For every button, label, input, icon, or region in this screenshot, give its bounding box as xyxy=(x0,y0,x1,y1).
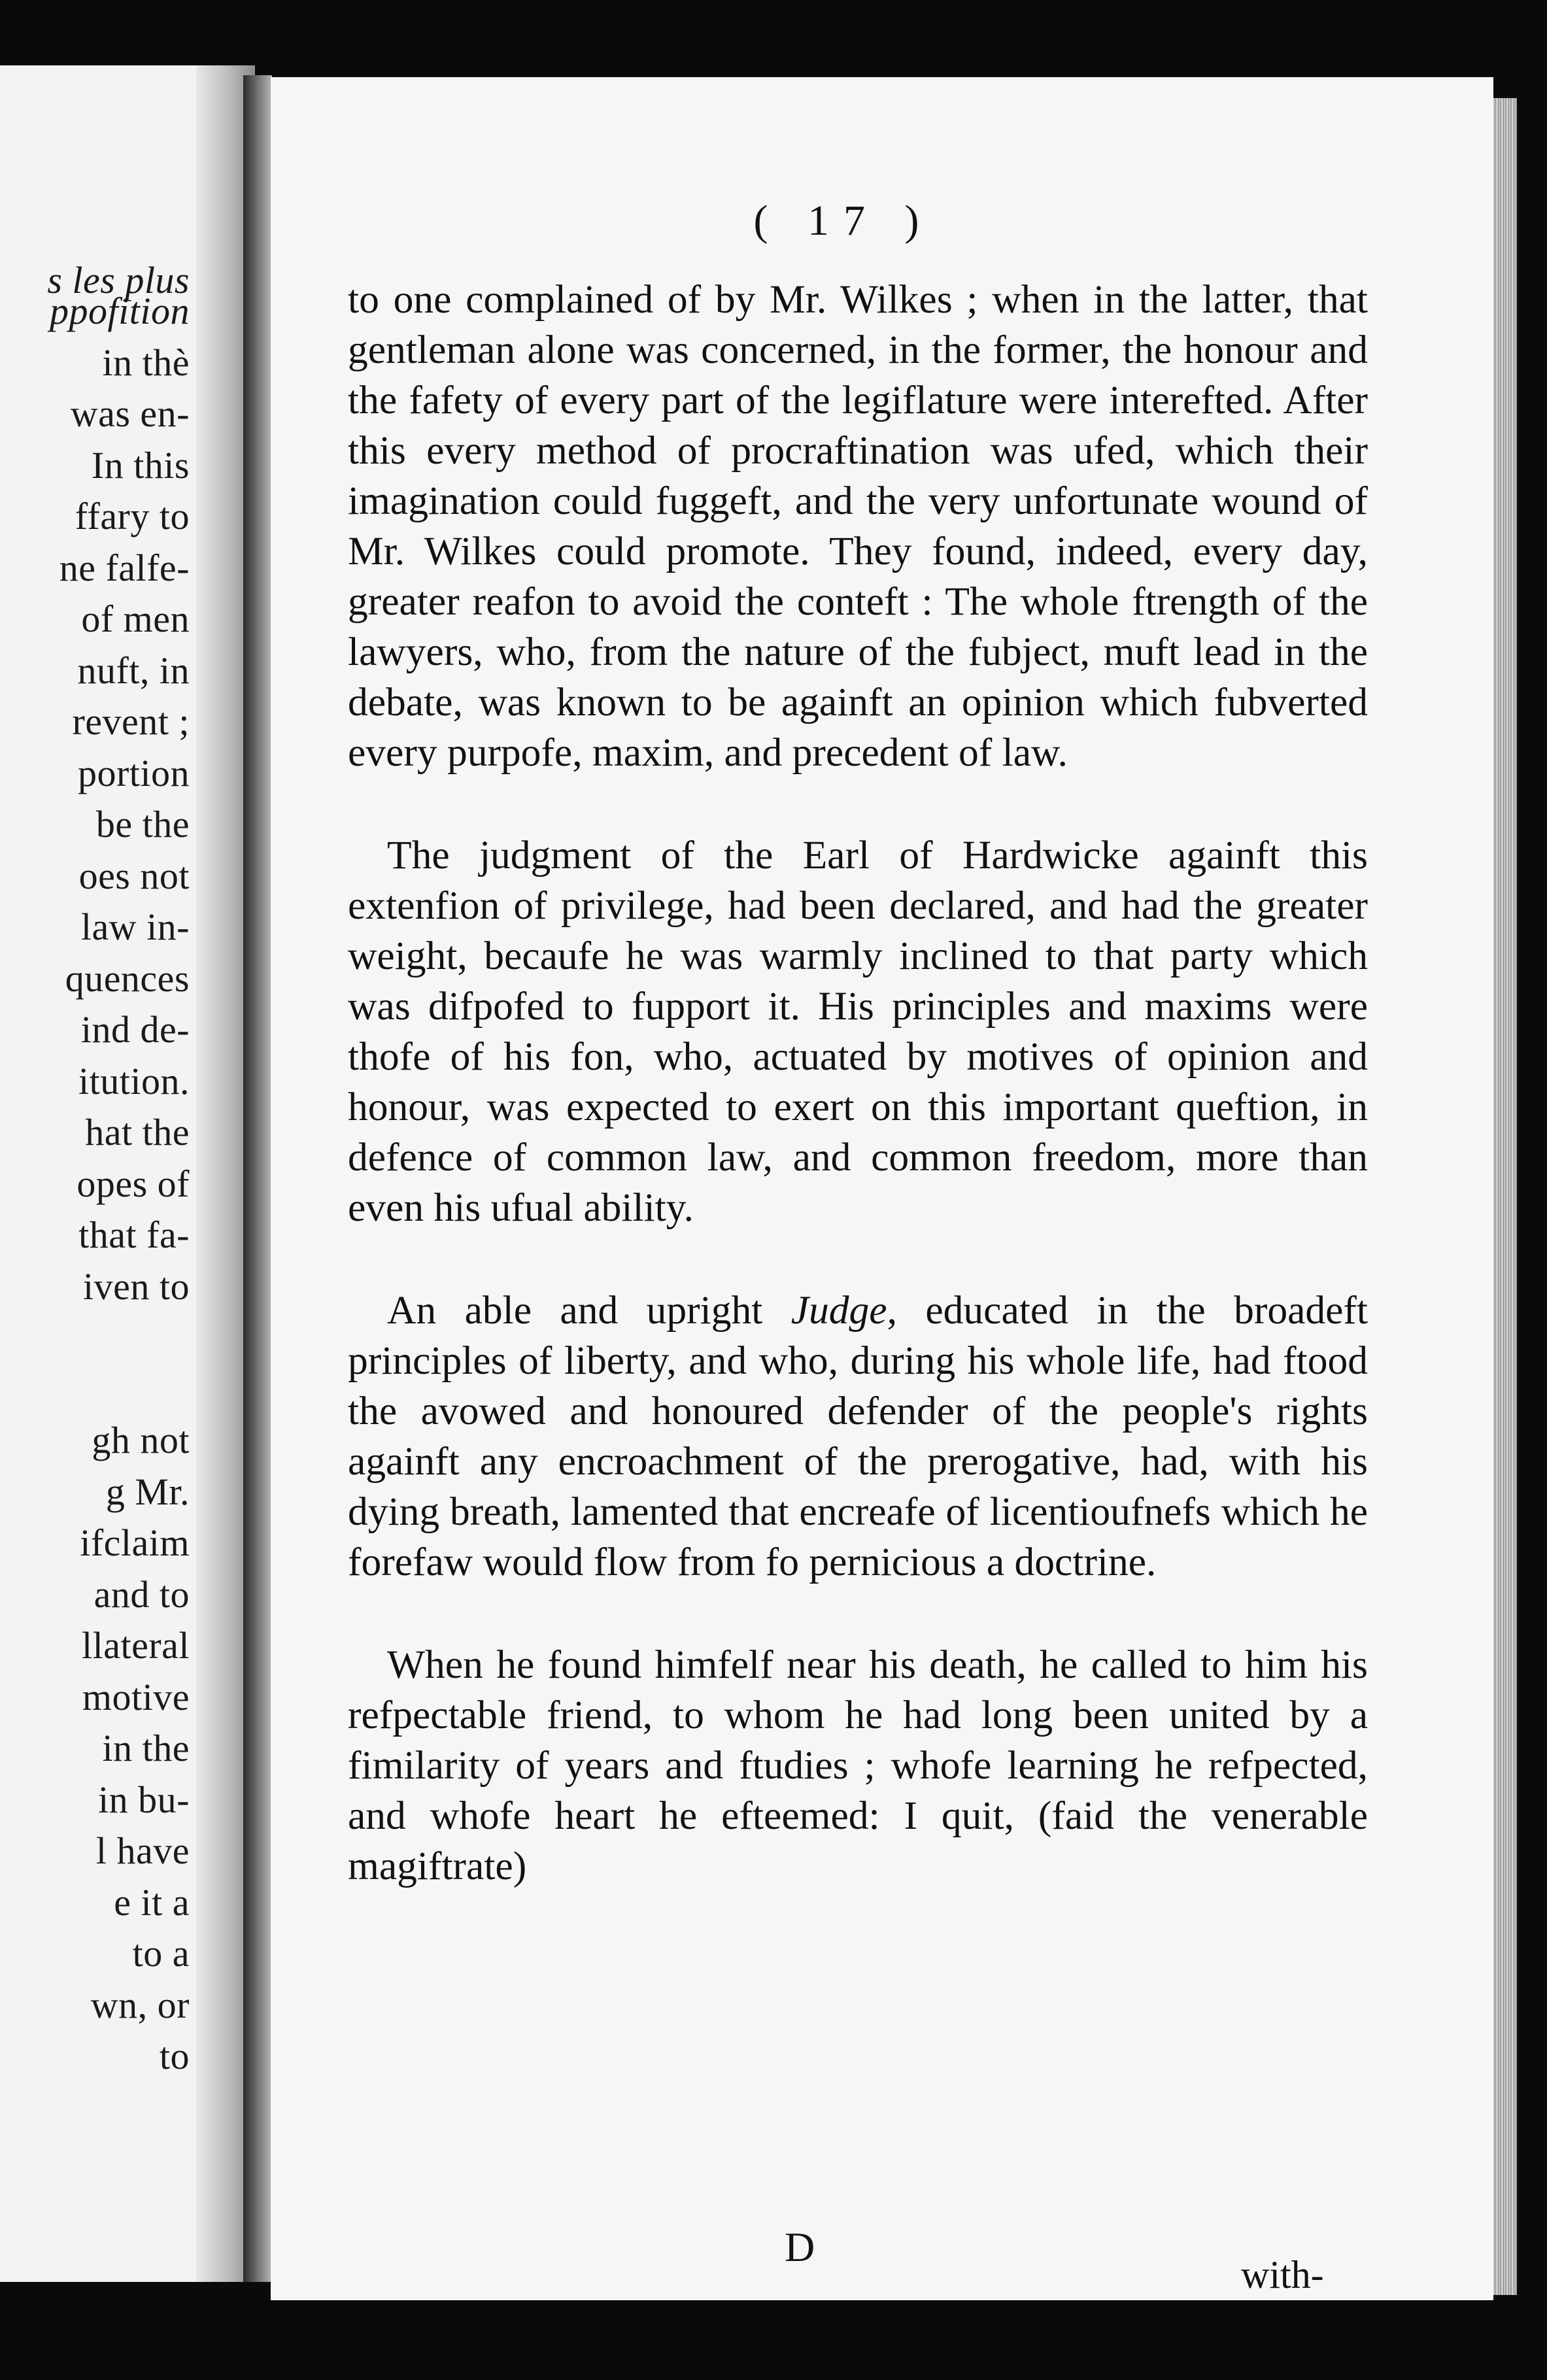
left-page-fragment: hat the xyxy=(85,1111,190,1153)
catchword: with- xyxy=(1241,2253,1324,2296)
left-page-fragment: oes not xyxy=(78,854,190,897)
left-page-fragment: in thè xyxy=(102,341,190,384)
book-spine xyxy=(243,75,272,2282)
left-page-fragment: to a xyxy=(132,1932,190,1975)
left-page-fragment: motive xyxy=(82,1675,190,1718)
page-number: ( 17 ) xyxy=(753,197,934,245)
left-page-fragment: was en- xyxy=(70,392,190,435)
left-page-fragment: llateral xyxy=(81,1624,190,1667)
left-page-fragment: nuft, in xyxy=(77,649,190,692)
left-page-fragment: opes of xyxy=(76,1162,190,1205)
left-page-fragment: law in- xyxy=(80,906,190,948)
paragraph-3 xyxy=(348,1285,1368,1588)
left-page-fragment: wn, or xyxy=(90,1983,190,2026)
paragraph-2: The judgment of the Earl of Hardwicke againft this extenfion of privilege, had been declared, and had the greater weight, becaufe he was warmly inclined to that party which was difpofed to fupport it. His principles and maxims were thofe of his fon, who, actuated by motives of opinion and honour, was expected to exert on this important queftion, in defence of common law, and common freedom, more than even his ufual ability. xyxy=(348,833,1368,1230)
left-page-fragment: ifclaim xyxy=(80,1522,190,1564)
paragraph-4: When he found himfelf near his death, he called to him his refpectable friend, to whom he had long been united by a fimilarity of years and ftudies ; whofe learning he refpected, and whofe heart he efteemed: I quit, (faid the venerable magiftrate) xyxy=(348,1642,1368,1888)
left-page-fragment: in bu- xyxy=(98,1778,190,1821)
signature-mark: D xyxy=(785,2224,815,2270)
left-page-fragment: and to xyxy=(94,1572,190,1616)
left-page-fragment: ne falfe- xyxy=(59,546,190,589)
left-page-fragment: g Mr. xyxy=(105,1470,190,1513)
left-page-fragment: ind de- xyxy=(80,1008,190,1051)
left-page-fragment: gh not xyxy=(92,1419,190,1461)
paragraph-3-italic-judge: Judge xyxy=(790,1288,887,1333)
left-page-fragment: s les plus xyxy=(47,259,190,301)
paragraph-3-end: , educated in the broadeft principles of liberty, and who, during his whole life, had ftood the avowed and honoured defender of the people's rights againft any encroachment of the prerogative, had, with his dying breath, lamented that encreafe of licentioufnefs which he forefaw would flow from fo pernicious a doctrine. xyxy=(348,1288,1368,1584)
left-page-fragment: l have xyxy=(95,1829,190,1872)
left-page-fragment: ffary to xyxy=(75,495,190,537)
left-page-fragment: revent ; xyxy=(72,700,190,743)
left-page-fragment: itution. xyxy=(78,1059,190,1102)
left-page-fragment: quences xyxy=(65,957,190,1000)
page-body-text xyxy=(348,275,1368,1892)
page-edge xyxy=(1493,98,1517,2295)
paragraph-3-start: An able and upright xyxy=(387,1288,791,1333)
left-page-fragment: e it a xyxy=(114,1880,190,1924)
left-page-fragment: of men xyxy=(81,598,190,640)
left-page-fragment: to xyxy=(159,2035,190,2077)
left-page-fragment: in the xyxy=(102,1727,190,1769)
left-page-fragment: ppofition xyxy=(50,290,190,332)
left-page-fragment: In this xyxy=(91,443,190,486)
left-page-fragment: be the xyxy=(95,803,190,845)
left-page-fragment: that fa- xyxy=(78,1214,190,1256)
left-page-fragment: iven to xyxy=(83,1265,190,1308)
paragraph-1: to one complained of by Mr. Wilkes ; when in the latter, that gentleman alone was concerned, in the former, the honour and the fafety of every part of the legiflature were interefted. After this every method of procraftination was ufed, which their imagination could fuggeft, and the very unfortunate wound of Mr. Wilkes could promote. They found, indeed, every day, greater reafon to avoid the conteft : The whole ftrength of the lawyers, who, from the nature of the fubject, muft lead in the debate, was known to be againft an opinion which fubverted every purpofe, maxim, and precedent of law. xyxy=(348,277,1368,775)
left-page-fragment: portion xyxy=(77,751,190,794)
